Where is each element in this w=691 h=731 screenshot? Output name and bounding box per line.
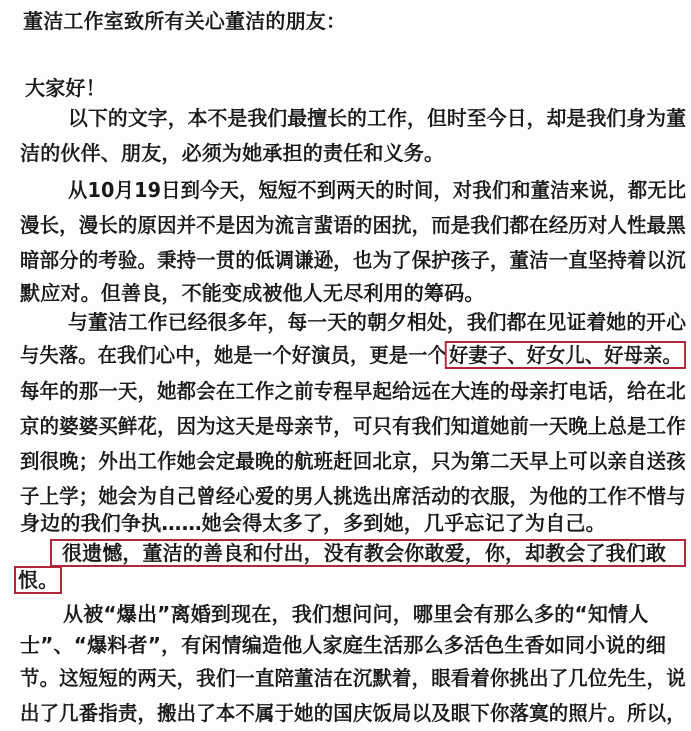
paragraph-3-line-4: 京的婆婆买鲜花，因为这天是母亲节，可只有我们知道她前一天晚上总是工作 bbox=[20, 414, 686, 438]
paragraph-2-line-2: 漫长，漫长的原因并不是因为流言蜚语的困扰，而是我们都在经历对人性最黑 bbox=[20, 213, 686, 237]
paragraph-3-line-5: 到很晚；外出工作她会定最晚的航班赶回北京，只为第二天早上可以亲自送孩 bbox=[20, 449, 686, 473]
paragraph-5-line-3: 节。这短短的两天，我们一直陪董洁在沉默着，眼看着你挑出了几位先生，说 bbox=[20, 666, 686, 690]
paragraph-2-line-1: 从10月19日到今天，短短不到两天的时间，对我们和董洁来说，都无比 bbox=[68, 178, 687, 202]
greeting: 大家好！ bbox=[25, 76, 106, 100]
paragraph-5-line-2: 士”、“爆料者”，有闲情编造他人家庭生活那么多活色生香如同小说的细 bbox=[20, 633, 667, 657]
paragraph-2-line-3: 暗部分的考验。秉持一贯的低调谦逊，也为了保护孩子，董洁一直坚持着以沉 bbox=[20, 248, 686, 272]
paragraph-3-line-7: 身边的我们争执……她会得太多了，多到她，几乎忘记了为自己。 bbox=[20, 511, 606, 535]
salutation: 董洁工作室致所有关心董洁的朋友： bbox=[23, 9, 347, 33]
highlighted-quote-line-2: 恨。 bbox=[14, 566, 62, 594]
paragraph-1-line-2: 洁的伙伴、朋友，必须为她承担的责任和义务。 bbox=[20, 141, 445, 165]
paragraph-4-line-1 bbox=[52, 540, 686, 566]
highlighted-quote-line-1: 很遗憾，董洁的善良和付出，没有教会你敢爱，你，却教会了我们敢 bbox=[50, 539, 686, 567]
paragraph-3-line-2-text: 与失落。在我们心中，她是一个好演员，更是一个 bbox=[20, 343, 448, 367]
paragraph-3-line-2 bbox=[20, 342, 686, 368]
highlighted-phrase-good-wife: 好妻子、好女儿、好母亲。 bbox=[445, 341, 686, 369]
paragraph-5-line-1: 从被“爆出”离婚到现在，我们想问问，哪里会有那么多的“知情人 bbox=[63, 602, 649, 626]
paragraph-3-line-3: 每年的那一天，她都会在工作之前专程早起给远在大连的母亲打电话，给在北 bbox=[20, 379, 686, 403]
paragraph-2-line-4: 默应对。但善良，不能变成被他人无尽利用的筹码。 bbox=[20, 281, 485, 305]
paragraph-3-line-1: 与董洁工作已经很多年，每一天的朝夕相处，我们都在见证着她的开心 bbox=[68, 310, 687, 334]
paragraph-4-line-2 bbox=[16, 567, 62, 593]
paragraph-1-line-1: 以下的文字，本不是我们最擅长的工作，但时至今日，却是我们身为董 bbox=[68, 106, 687, 130]
paragraph-3-line-6: 子上学；她会为自己曾经心爱的男人挑选出席活动的衣服，为他的工作不惜与 bbox=[20, 484, 686, 508]
paragraph-5-line-4: 出了几番指责，搬出了本不属于她的国庆饭局以及眼下你落寞的照片。所以， bbox=[20, 701, 686, 725]
